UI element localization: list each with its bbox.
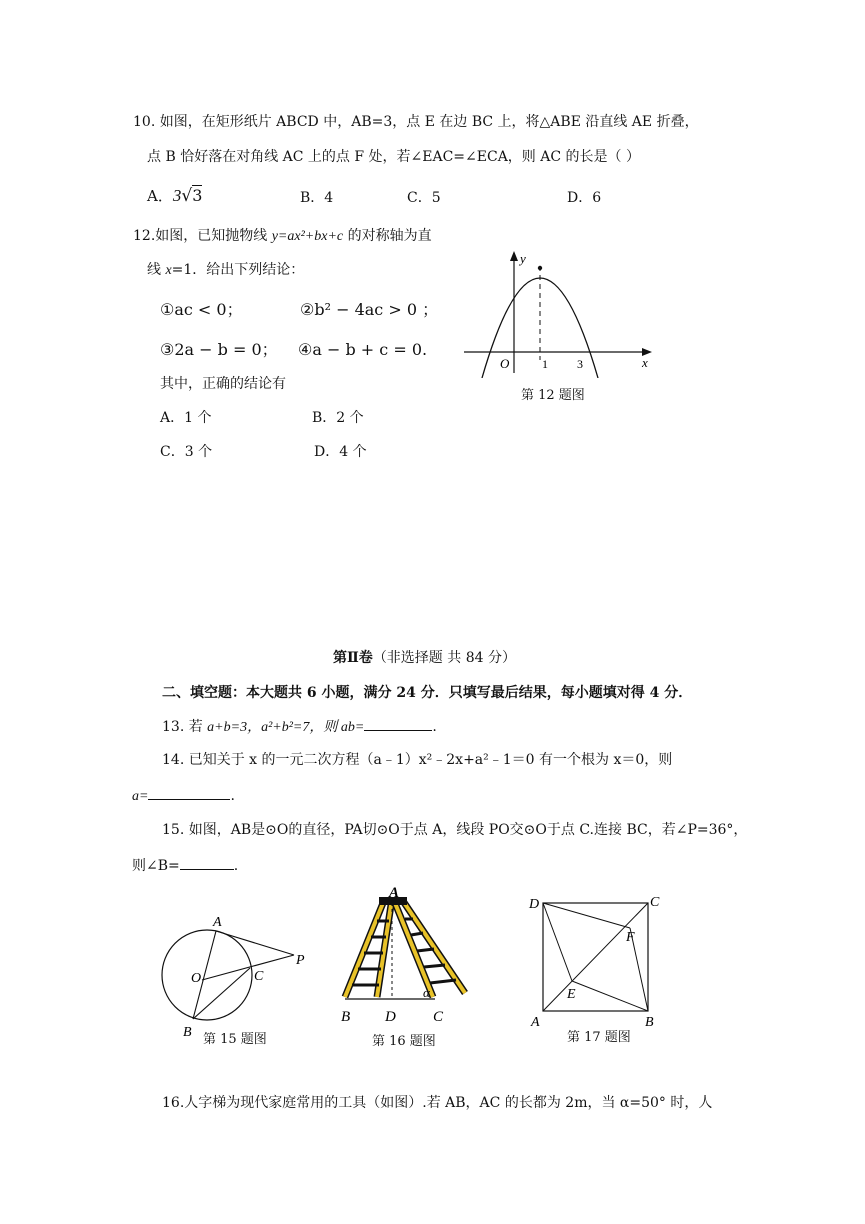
label-a: A	[389, 885, 400, 901]
q12-option-a: A．1 个	[160, 410, 212, 426]
label-d: D	[529, 897, 540, 912]
q15-answer-blank[interactable]	[180, 855, 234, 870]
label-alpha: α	[423, 985, 430, 1000]
q12-option-b: B．2 个	[312, 410, 364, 426]
q17-figure-caption: 第 17 题图	[567, 1030, 631, 1045]
q14-answer-blank[interactable]	[148, 785, 230, 800]
part2-title: 第Ⅱ卷（非选择题 共 84 分）	[333, 650, 516, 666]
q12-option-c: C．3 个	[160, 444, 213, 460]
q12-line1: 12.如图，已知抛物线 y=ax²+bx+c 的对称轴为直	[133, 228, 432, 244]
q10-line2: 点 B 恰好落在对角线 AC 上的点 F 处，若∠EAC=∠ECA，则 AC 的长是（ ）	[147, 149, 640, 165]
q15-line1: 15. 如图，AB是⊙O的直径，PA切⊙O于点 A，线段 PO交⊙O于点 C.连接 BC，若∠P=36°，	[162, 822, 748, 838]
q15-line2: 则∠B= .	[132, 855, 238, 876]
q12-conclusion-1: ①ac < 0；	[160, 300, 243, 319]
q10-option-c: C．5	[407, 190, 441, 206]
q12-conclusion-3: ③2a − b = 0；	[160, 340, 278, 359]
label-p: P	[296, 953, 305, 968]
label-o: O	[191, 971, 202, 986]
q14-line1: 14. 已知关于 x 的一元二次方程（a﹣1）x²﹣2x+a²﹣1＝0 有一个根为 x＝0，则	[162, 752, 673, 768]
q14-line2: a= .	[132, 785, 235, 807]
label-b: B	[341, 1009, 351, 1025]
label-a: A	[531, 1015, 540, 1028]
label-d: D	[385, 1009, 396, 1025]
tick-label-1: 1	[542, 357, 548, 371]
label-e: E	[567, 987, 576, 1002]
label-c: C	[433, 1009, 444, 1025]
q10-option-b: B．4	[300, 190, 334, 206]
q10-option-a: A．3√3	[147, 186, 203, 206]
segment-po	[202, 955, 294, 980]
origin-label: O	[500, 356, 510, 371]
y-axis-arrow	[510, 251, 518, 261]
q15-figure-caption: 第 15 题图	[203, 1032, 267, 1047]
tangent-pa	[216, 931, 294, 955]
q12-parabola-figure	[462, 248, 662, 378]
label-c: C	[650, 895, 660, 910]
label-f: F	[626, 930, 635, 945]
label-b: B	[645, 1015, 654, 1028]
q16-line1: 16.人字梯为现代家庭常用的工具（如图）.若 AB，AC 的长都为 2m，当 α=50° 时，人	[162, 1095, 713, 1111]
q16-figure-caption: 第 16 题图	[372, 1034, 436, 1049]
q12-conclusion-4: ④a − b + c = 0.	[298, 340, 428, 359]
vertex-point	[538, 266, 542, 270]
q15-circle-figure	[155, 910, 320, 1040]
section-heading: 二、填空题：本大题共 6 小题，满分 24 分．只填写最后结果，每小题填对得 4 分．	[162, 685, 693, 701]
x-label: x	[642, 355, 648, 370]
label-b: B	[183, 1025, 192, 1040]
tick-label-3: 3	[577, 357, 583, 371]
q16-ladder-figure	[335, 885, 475, 1025]
q12-conclusion-2: ②b² − 4ac > 0 ；	[300, 300, 439, 319]
label-c: C	[254, 969, 264, 984]
q12-line2: 线 x=1．给出下列结论：	[147, 262, 305, 278]
q17-square-figure	[525, 888, 665, 1028]
q13: 13. 若 a+b=3，a²+b²=7，则 ab= .	[162, 716, 437, 738]
q13-answer-blank[interactable]	[364, 716, 432, 731]
q12-prompt: 其中，正确的结论有	[160, 376, 286, 392]
y-label: y	[520, 251, 526, 266]
q10-option-d: D．6	[567, 190, 602, 206]
label-a: A	[213, 915, 222, 930]
segment-bc	[193, 968, 250, 1019]
diagonal-ac	[543, 903, 648, 1011]
q10-line1: 10. 如图，在矩形纸片 ABCD 中，AB=3，点 E 在边 BC 上，将△ABE 沿直线 AE 折叠，	[133, 114, 699, 130]
q12-figure-caption: 第 12 题图	[521, 388, 585, 403]
q12-option-d: D．4 个	[314, 444, 367, 460]
